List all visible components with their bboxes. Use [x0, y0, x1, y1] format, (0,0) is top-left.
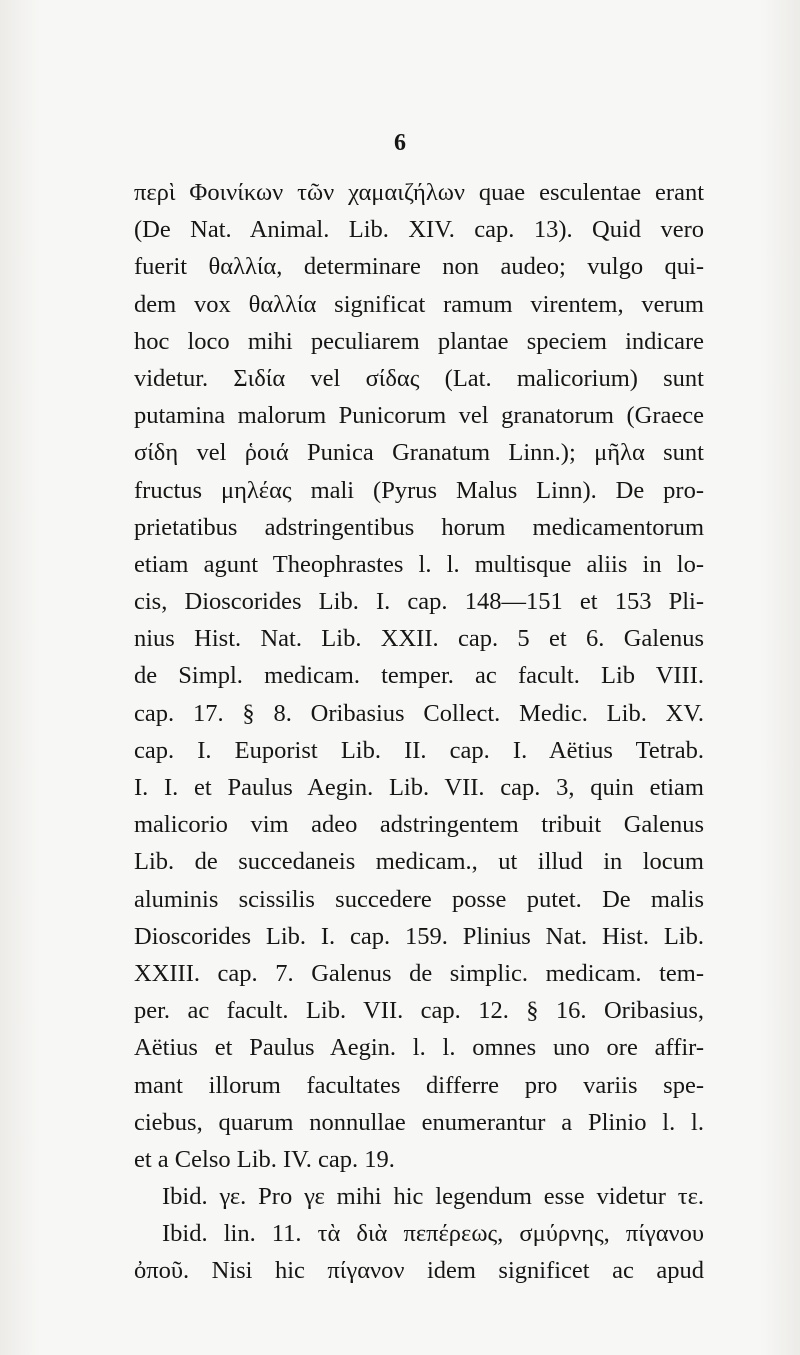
body-text: [134, 174, 704, 1290]
text-line: περὶ Φοινίκων τῶν χαμαιζήλων quae esculentae erant: [134, 179, 704, 206]
text-line: fuerit θαλλία, determinare non audeo; vulgo qui-: [134, 253, 704, 281]
text-line: nius Hist. Nat. Lib. XXII. cap. 5 et 6. Galenus: [134, 625, 704, 653]
text-line: malicorio vim adeo adstringentem tribuit Galenus: [134, 811, 704, 839]
text-line: ciebus, quarum nonnullae enumerantur a Plinio l. l.: [134, 1108, 704, 1136]
text-line: per. ac facult. Lib. VII. cap. 12. § 16. Oribasius,: [134, 997, 704, 1025]
text-line: aluminis scissilis succedere posse putet. De malis: [134, 885, 704, 913]
text-line: XXIII. cap. 7. Galenus de simplic. medicam. tem-: [134, 959, 704, 987]
text-line: Lib. de succedaneis medicam., ut illud in locum: [134, 848, 704, 876]
text-line: I. I. et Paulus Aegin. Lib. VII. cap. 3, quin etiam: [134, 774, 704, 801]
text-line: Ibid. γε. Pro γε mihi hic legendum esse videtur τε.: [162, 1183, 704, 1211]
text-line: Dioscorides Lib. I. cap. 159. Plinius Nat. Hist. Lib.: [134, 922, 704, 950]
text-line: de Simpl. medicam. temper. ac facult. Lib VIII.: [134, 662, 704, 690]
text-line: (De Nat. Animal. Lib. XIV. cap. 13). Quid vero: [134, 216, 704, 244]
text-line: σίδη vel ῥοιά Punica Granatum Linn.); μῆλα sunt: [134, 439, 704, 467]
text-line: cap. 17. § 8. Oribasius Collect. Medic. Lib. XV.: [134, 699, 704, 727]
text-line: cap. I. Euporist Lib. II. cap. I. Aëtius Tetrab.: [134, 736, 704, 764]
text-line: et a Celso Lib. IV. cap. 19.: [134, 1145, 395, 1173]
page-number: 6: [394, 130, 406, 156]
text-line: ὀποῦ. Nisi hic πίγανον idem significet ac apud: [134, 1257, 704, 1285]
text-line: fructus μηλέας mali (Pyrus Malus Linn). De pro-: [134, 476, 704, 504]
text-line: dem vox θαλλία significat ramum virentem, verum: [134, 290, 704, 318]
text-line: Ibid. lin. 11. τὰ διὰ πεπέρεως, σμύρνης, πίγανου: [162, 1220, 704, 1248]
text-line: putamina malorum Punicorum vel granatorum (Graece: [134, 402, 704, 430]
text-line: mant illorum facultates differre pro variis spe-: [134, 1071, 704, 1099]
text-line: videtur. Σιδία vel σίδας (Lat. malicorium) sunt: [134, 364, 704, 392]
text-line: hoc loco mihi peculiarem plantae speciem indicare: [134, 327, 704, 355]
text-line: prietatibus adstringentibus horum medicamentorum: [134, 513, 704, 541]
text-line: etiam agunt Theophrastes l. l. multisque aliis in lo-: [134, 550, 704, 578]
text-line: Aëtius et Paulus Aegin. l. l. omnes uno ore affir-: [134, 1034, 704, 1062]
text-line: cis, Dioscorides Lib. I. cap. 148—151 et 153 Pli-: [134, 588, 704, 616]
